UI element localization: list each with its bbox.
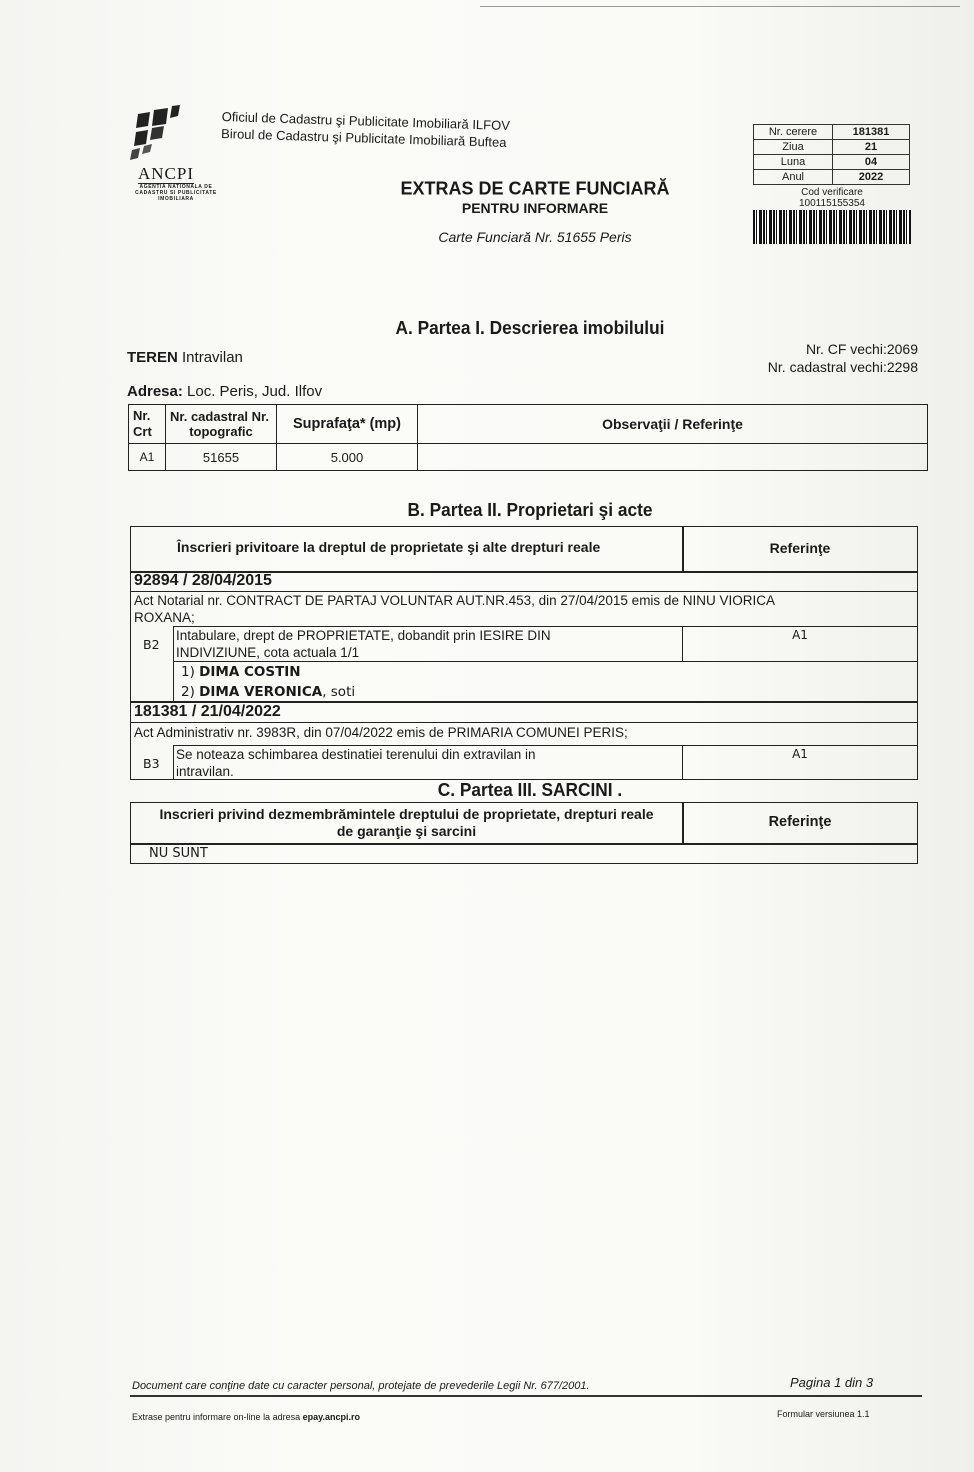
table-row	[129, 444, 928, 471]
col-inscrieri-line1: Inscrieri privind dezmembrămintele dreptului de proprietate, drepturi reale	[159, 806, 654, 822]
col-suprafata: Suprafaţa* (mp)	[277, 405, 418, 444]
footer-divider	[130, 1395, 922, 1397]
top-edge-line	[480, 6, 960, 7]
entry-act: Act Administrativ nr. 3983R, din 07/04/2022 emis de PRIMARIA COMUNEI PERIS;	[134, 725, 628, 740]
request-value: 04	[833, 155, 910, 170]
online-url[interactable]: epay.ancpi.ro	[302, 1412, 360, 1422]
document-title: EXTRAS DE CARTE FUNCIARĂ	[400, 177, 670, 199]
col-referinte: Referinţe	[769, 540, 831, 556]
address-line	[127, 383, 322, 400]
col-nr-crt-line2: Crt	[133, 424, 152, 439]
request-value: 2022	[833, 170, 910, 185]
cadastral-vechi: Nr. cadastral vechi:2298	[767, 359, 918, 375]
divider	[173, 661, 917, 662]
cell-cadastral: 51655	[166, 444, 277, 471]
document-subtitle: PENTRU INFORMARE	[461, 200, 609, 216]
cf-vechi: Nr. CF vechi:2069	[805, 341, 918, 357]
divider	[173, 626, 174, 701]
entry-act: Act Notarial nr. CONTRACT DE PARTAJ VOLUNTAR AUT.NR.453, din 27/04/2015 emis de NINU VIORICA	[134, 593, 775, 608]
request-info-table	[753, 124, 910, 185]
owner-1-num: 1)	[181, 664, 195, 680]
request-row	[754, 170, 910, 185]
divider	[131, 591, 917, 592]
request-row	[754, 155, 910, 170]
logo-wordmark: ANCPI	[138, 164, 195, 183]
owner-2-suffix: , soti	[322, 684, 356, 700]
col-cadastral-line1: Nr. cadastral Nr.	[170, 409, 270, 424]
part-c-heading: C. Partea III. SARCINI .	[437, 780, 623, 800]
teren-label: TEREN	[127, 349, 178, 366]
online-info	[132, 1412, 360, 1422]
request-label: Ziua	[754, 140, 833, 155]
office-header	[221, 108, 510, 151]
owner-1	[181, 664, 301, 680]
sarcini-value: NU SUNT	[149, 846, 208, 861]
request-row	[754, 140, 910, 155]
teren-value: Intravilan	[182, 349, 243, 366]
col-inscrieri-line2: de garanţie şi sarcini	[336, 823, 477, 839]
request-value: 21	[833, 140, 910, 155]
col-referinte: Referinţe	[768, 814, 832, 830]
entry-id: 181381 / 21/04/2022	[134, 703, 281, 720]
form-version: Formular versiunea 1.1	[777, 1409, 870, 1419]
request-row	[754, 125, 910, 140]
part-c-table	[130, 802, 918, 864]
cell-suprafata: 5.000	[277, 444, 418, 471]
divider	[173, 745, 174, 779]
part-b-table	[130, 526, 918, 780]
cf-number: Carte Funciară Nr. 51655 Peris	[438, 229, 632, 245]
privacy-note: Document care conţine date cu caracter personal, protejate de prevederile Legii Nr. 677/2001.	[132, 1380, 590, 1392]
owner-2	[181, 684, 355, 700]
online-prefix: Extrase pentru informare on-line la adresa	[132, 1412, 303, 1422]
request-value: 181381	[833, 125, 910, 140]
address-value: Loc. Peris, Jud. Ilfov	[187, 383, 323, 400]
entry-text: Intabulare, drept de PROPRIETATE, dobandit prin IESIRE DIN	[176, 628, 551, 643]
request-label: Anul	[754, 170, 833, 185]
col-inscrieri-sarcini	[131, 806, 682, 840]
owner-1-name: DIMA COSTIN	[199, 664, 301, 680]
part-a-heading: A. Partea I. Descrierea imobilului	[395, 318, 665, 338]
cell-observatii	[418, 444, 928, 471]
divider	[173, 626, 917, 627]
owner-2-name: DIMA VERONICA	[199, 684, 323, 700]
cod-value: 100115155354	[799, 198, 865, 209]
col-inscrieri: Înscrieri privitoare la dreptul de proprietate şi alte drepturi reale	[177, 539, 601, 555]
logo-subtext: AGENTIA NATIONALA DE CADASTRU SI PUBLICITATE IMOBILIARA	[135, 184, 217, 202]
old-cf-info	[768, 340, 918, 376]
part-b-heading: B. Partea II. Proprietari şi acte	[407, 500, 653, 520]
owner-2-num: 2)	[181, 684, 195, 700]
entry-code: B3	[143, 756, 160, 771]
page-number: Pagina 1 din 3	[790, 1375, 874, 1390]
request-label: Luna	[754, 155, 833, 170]
cell-nr: A1	[129, 444, 166, 471]
col-nr-crt	[129, 405, 166, 444]
teren-line	[127, 349, 243, 366]
entry-act-cont: ROXANA;	[134, 610, 195, 625]
entry-text: Se noteaza schimbarea destinatiei terenului din extravilan in	[176, 747, 536, 762]
office-line-1: Oficiul de Cadastru şi Publicitate Imobiliară ILFOV	[221, 108, 511, 134]
col-cadastral	[166, 405, 277, 444]
verification-code	[753, 187, 911, 209]
col-observatii: Observaţii / Referinţe	[418, 405, 928, 444]
entry-ref: A1	[792, 628, 808, 642]
entry-code: B2	[143, 637, 160, 652]
col-cadastral-line2: topografic	[189, 424, 253, 439]
barcode-icon	[753, 210, 911, 244]
divider	[173, 745, 917, 746]
part-a-table	[128, 404, 928, 471]
request-label: Nr. cerere	[754, 125, 833, 140]
cod-label: Cod verificare	[801, 187, 863, 198]
entry-ref: A1	[792, 747, 808, 761]
entry-text-cont: INDIVIZIUNE, cota actuala 1/1	[176, 645, 360, 660]
col-nr-crt-line1: Nr.	[133, 408, 151, 423]
entry-id: 92894 / 28/04/2015	[134, 572, 272, 589]
office-line-2: Biroul de Cadastru şi Publicitate Imobiliară Buftea	[220, 125, 507, 150]
divider	[131, 843, 917, 845]
entry-text-cont: intravilan.	[176, 764, 234, 779]
divider	[131, 722, 917, 723]
table-header-row	[129, 405, 928, 444]
address-label: Adresa:	[127, 383, 183, 400]
